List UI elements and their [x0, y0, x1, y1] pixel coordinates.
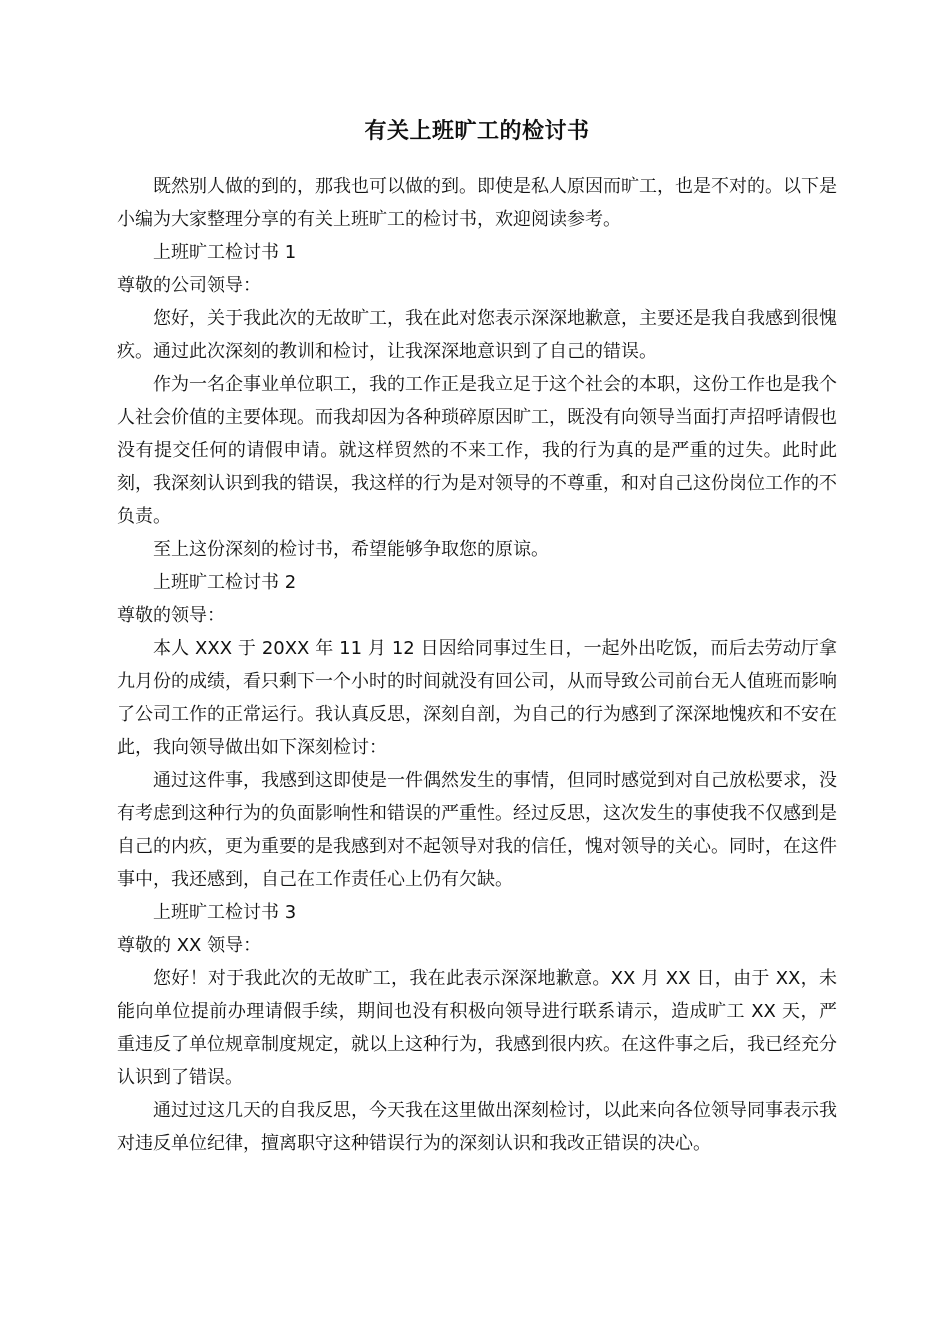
- body-paragraph: 通过这件事，我感到这即使是一件偶然发生的事情，但同时感觉到对自己放松要求，没有考虑到这种行为的负面影响性和错误的严重性。经过反思，这次发生的事使我不仅感到是自己的内疚，更为重要的是我感到对不起领导对我的信任，愧对领导的关心。同时，在这件事中，我还感到，自己在工作责任心上仍有欠缺。: [117, 770, 837, 890]
- body-paragraph: 作为一名企事业单位职工，我的工作正是我立足于这个社会的本职，这份工作也是我个人社会价值的主要体现。而我却因为各种琐碎原因旷工，既没有向领导当面打声招呼请假也没有提交任何的请假申请。就这样贸然的不来工作，我的行为真的是严重的过失。此时此刻，我深刻认识到我的错误，我这样的行为是对领导的不尊重，和对自己这份岗位工作的不负责。: [117, 374, 837, 527]
- document-title: 有关上班旷工的检讨书: [364, 119, 590, 144]
- body-paragraph: 本人 XXX 于 20XX 年 11 月 12 日因给同事过生日，一起外出吃饭，而后去劳动厅拿九月份的成绩，看只剩下一个小时的时间就没有回公司，从而导致公司前台无人值班而影响了公司工作的正常运行。我认真反思，深刻自剖，为自己的行为感到了深深地愧疚和不安在此，我向领导做出如下深刻检讨：: [117, 638, 837, 758]
- document-page: [117, 112, 837, 1160]
- body-paragraph: 通过过这几天的自我反思，今天我在这里做出深刻检讨，以此来向各位领导同事表示我对违反单位纪律，擅离职守这种错误行为的深刻认识和我改正错误的决心。: [117, 1100, 837, 1154]
- salutation: 尊敬的 XX 领导：: [117, 935, 262, 956]
- document-body: [117, 170, 837, 1160]
- body-paragraph: 您好！对于我此次的无故旷工，我在此表示深深地歉意。XX 月 XX 日，由于 XX，未能向单位提前办理请假手续，期间也没有积极向领导进行联系请示，造成旷工 XX 天，严重违反了单位规章制度规定，就以上这种行为，我感到很内疚。在这件事之后，我已经充分认识到了错误。: [117, 968, 837, 1088]
- section-heading: 上班旷工检讨书 2: [153, 572, 297, 593]
- section-heading: 上班旷工检讨书 1: [153, 242, 297, 263]
- body-paragraph: 您好，关于我此次的无故旷工，我在此对您表示深深地歉意，主要还是我自我感到很愧疚。通过此次深刻的教训和检讨，让我深深地意识到了自己的错误。: [117, 308, 837, 362]
- salutation: 尊敬的公司领导：: [117, 275, 261, 296]
- body-paragraph: 至上这份深刻的检讨书，希望能够争取您的原谅。: [153, 539, 549, 560]
- salutation: 尊敬的领导：: [117, 605, 225, 626]
- section-heading: 上班旷工检讨书 3: [153, 902, 297, 923]
- body-paragraph: 既然别人做的到的，那我也可以做的到。即使是私人原因而旷工，也是不对的。以下是小编为大家整理分享的有关上班旷工的检讨书，欢迎阅读参考。: [117, 176, 837, 230]
